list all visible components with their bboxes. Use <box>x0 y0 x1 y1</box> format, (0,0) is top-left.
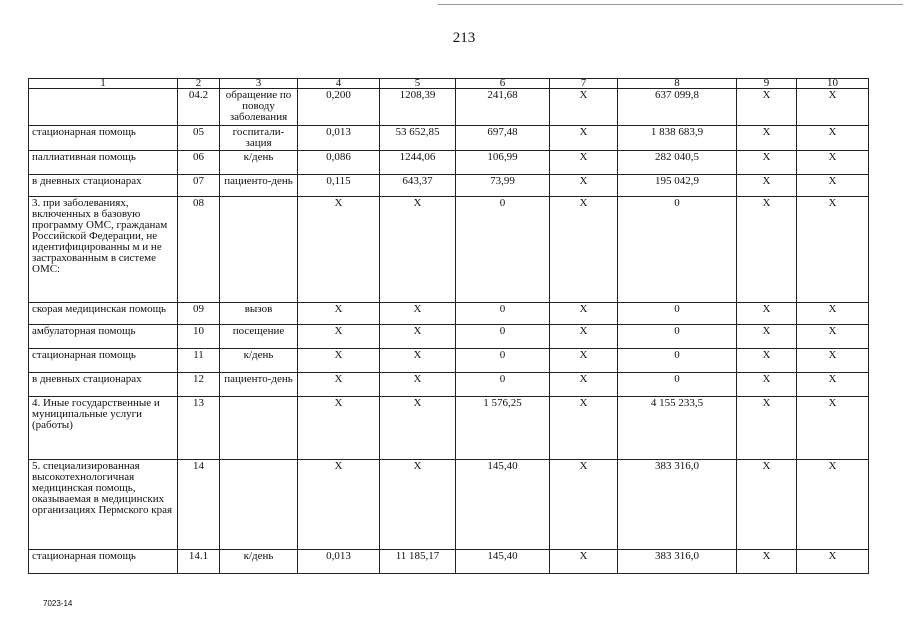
cell-col-6: 697,48 <box>456 126 550 151</box>
cell-col-5: 643,37 <box>380 175 456 197</box>
cell-col-6: 1 576,25 <box>456 397 550 460</box>
top-rule <box>438 4 903 5</box>
cell-col-5: X <box>380 325 456 349</box>
cell-col-1: в дневных стационарах <box>29 373 178 397</box>
cell-col-9: X <box>737 373 797 397</box>
cell-col-7: X <box>550 303 618 325</box>
cell-col-6: 0 <box>456 349 550 373</box>
table-row <box>29 89 869 126</box>
cell-col-5: X <box>380 373 456 397</box>
cell-col-5: 1208,39 <box>380 89 456 126</box>
cell-col-6: 145,40 <box>456 550 550 574</box>
cell-col-3 <box>220 460 298 550</box>
cell-col-1: амбулаторная помощь <box>29 325 178 349</box>
column-number: 5 <box>380 79 456 89</box>
cell-col-10: X <box>797 397 869 460</box>
cell-col-3: к/день <box>220 349 298 373</box>
cell-col-2: 10 <box>178 325 220 349</box>
cell-col-4: X <box>298 197 380 303</box>
cell-col-8: 195 042,9 <box>618 175 737 197</box>
cell-col-7: X <box>550 550 618 574</box>
data-table <box>28 78 869 574</box>
cell-col-8: 383 316,0 <box>618 460 737 550</box>
cell-col-7: X <box>550 373 618 397</box>
cell-col-9: X <box>737 126 797 151</box>
cell-col-10: X <box>797 460 869 550</box>
cell-col-4: X <box>298 460 380 550</box>
cell-col-2: 14.1 <box>178 550 220 574</box>
cell-col-6: 0 <box>456 197 550 303</box>
cell-col-4: X <box>298 303 380 325</box>
cell-col-8: 0 <box>618 197 737 303</box>
cell-col-9: X <box>737 151 797 175</box>
cell-col-1: скорая медицинская помощь <box>29 303 178 325</box>
page-number: 213 <box>452 30 476 46</box>
cell-col-5: 53 652,85 <box>380 126 456 151</box>
cell-col-2: 04.2 <box>178 89 220 126</box>
cell-col-3: к/день <box>220 550 298 574</box>
cell-col-10: X <box>797 126 869 151</box>
cell-col-1 <box>29 89 178 126</box>
cell-col-1: стационарная помощь <box>29 349 178 373</box>
column-number: 3 <box>220 79 298 89</box>
table-row <box>29 349 869 373</box>
cell-col-6: 241,68 <box>456 89 550 126</box>
cell-col-4: 0,013 <box>298 550 380 574</box>
cell-col-10: X <box>797 151 869 175</box>
cell-col-1: 3. при заболеваниях, включенных в базовую программу ОМС, гражданам Российской Федерации, не идентифицированны м и не застрахованным в системе ОМС: <box>29 197 178 303</box>
cell-col-2: 06 <box>178 151 220 175</box>
table-row <box>29 197 869 303</box>
cell-col-8: 1 838 683,9 <box>618 126 737 151</box>
cell-col-7: X <box>550 325 618 349</box>
cell-col-1: в дневных стационарах <box>29 175 178 197</box>
cell-col-2: 05 <box>178 126 220 151</box>
cell-col-5: X <box>380 197 456 303</box>
cell-col-6: 106,99 <box>456 151 550 175</box>
cell-col-6: 0 <box>456 303 550 325</box>
cell-col-2: 12 <box>178 373 220 397</box>
cell-col-7: X <box>550 89 618 126</box>
column-number: 2 <box>178 79 220 89</box>
cell-col-9: X <box>737 197 797 303</box>
cell-col-5: X <box>380 460 456 550</box>
cell-col-10: X <box>797 349 869 373</box>
cell-col-3 <box>220 397 298 460</box>
cell-col-9: X <box>737 460 797 550</box>
cell-col-6: 145,40 <box>456 460 550 550</box>
cell-col-7: X <box>550 175 618 197</box>
cell-col-6: 0 <box>456 373 550 397</box>
cell-col-9: X <box>737 349 797 373</box>
cell-col-5: X <box>380 349 456 373</box>
cell-col-5: 1244,06 <box>380 151 456 175</box>
table-row <box>29 126 869 151</box>
cell-col-3: посещение <box>220 325 298 349</box>
cell-col-8: 383 316,0 <box>618 550 737 574</box>
cell-col-2: 14 <box>178 460 220 550</box>
cell-col-4: 0,115 <box>298 175 380 197</box>
cell-col-7: X <box>550 197 618 303</box>
cell-col-10: X <box>797 373 869 397</box>
cell-col-7: X <box>550 460 618 550</box>
cell-col-8: 0 <box>618 349 737 373</box>
cell-col-5: X <box>380 397 456 460</box>
cell-col-3: госпитали-зация <box>220 126 298 151</box>
cell-col-3: пациенто-день <box>220 373 298 397</box>
table-row <box>29 325 869 349</box>
column-number: 1 <box>29 79 178 89</box>
cell-col-3: обращение по поводу заболевания <box>220 89 298 126</box>
column-number: 7 <box>550 79 618 89</box>
cell-col-2: 13 <box>178 397 220 460</box>
table-row <box>29 175 869 197</box>
column-number: 6 <box>456 79 550 89</box>
cell-col-1: 4. Иные государственные и муниципальные услуги (работы) <box>29 397 178 460</box>
table-row <box>29 373 869 397</box>
cell-col-4: X <box>298 397 380 460</box>
cell-col-3: вызов <box>220 303 298 325</box>
cell-col-10: X <box>797 197 869 303</box>
cell-col-1: стационарная помощь <box>29 550 178 574</box>
cell-col-8: 0 <box>618 373 737 397</box>
cell-col-3 <box>220 197 298 303</box>
cell-col-10: X <box>797 550 869 574</box>
column-number: 9 <box>737 79 797 89</box>
cell-col-4: 0,086 <box>298 151 380 175</box>
cell-col-2: 07 <box>178 175 220 197</box>
cell-col-9: X <box>737 397 797 460</box>
column-number-row <box>29 79 869 89</box>
cell-col-1: паллиативная помощь <box>29 151 178 175</box>
cell-col-4: 0,013 <box>298 126 380 151</box>
column-number: 10 <box>797 79 869 89</box>
cell-col-7: X <box>550 151 618 175</box>
footer-code: 7023-14 <box>43 599 73 608</box>
cell-col-8: 637 099,8 <box>618 89 737 126</box>
cell-col-9: X <box>737 303 797 325</box>
table-row <box>29 397 869 460</box>
table-row <box>29 303 869 325</box>
cell-col-10: X <box>797 89 869 126</box>
cell-col-2: 08 <box>178 197 220 303</box>
cell-col-9: X <box>737 550 797 574</box>
cell-col-8: 0 <box>618 303 737 325</box>
column-number: 4 <box>298 79 380 89</box>
cell-col-3: пациенто-день <box>220 175 298 197</box>
cell-col-2: 09 <box>178 303 220 325</box>
cell-col-10: X <box>797 175 869 197</box>
cell-col-8: 282 040,5 <box>618 151 737 175</box>
cell-col-9: X <box>737 325 797 349</box>
cell-col-4: 0,200 <box>298 89 380 126</box>
table-row <box>29 151 869 175</box>
cell-col-6: 0 <box>456 325 550 349</box>
cell-col-6: 73,99 <box>456 175 550 197</box>
cell-col-7: X <box>550 397 618 460</box>
cell-col-1: 5. специализированная высокотехнологичная медицинская помощь, оказываемая в медицинских организациях Пермского края <box>29 460 178 550</box>
cell-col-9: X <box>737 89 797 126</box>
cell-col-7: X <box>550 126 618 151</box>
data-table-container <box>28 78 868 574</box>
cell-col-5: X <box>380 303 456 325</box>
cell-col-10: X <box>797 325 869 349</box>
cell-col-8: 0 <box>618 325 737 349</box>
cell-col-10: X <box>797 303 869 325</box>
table-row <box>29 460 869 550</box>
cell-col-4: X <box>298 325 380 349</box>
cell-col-4: X <box>298 373 380 397</box>
cell-col-3: к/день <box>220 151 298 175</box>
cell-col-9: X <box>737 175 797 197</box>
cell-col-5: 11 185,17 <box>380 550 456 574</box>
cell-col-4: X <box>298 349 380 373</box>
cell-col-7: X <box>550 349 618 373</box>
column-number: 8 <box>618 79 737 89</box>
table-row <box>29 550 869 574</box>
cell-col-2: 11 <box>178 349 220 373</box>
cell-col-1: стационарная помощь <box>29 126 178 151</box>
cell-col-8: 4 155 233,5 <box>618 397 737 460</box>
